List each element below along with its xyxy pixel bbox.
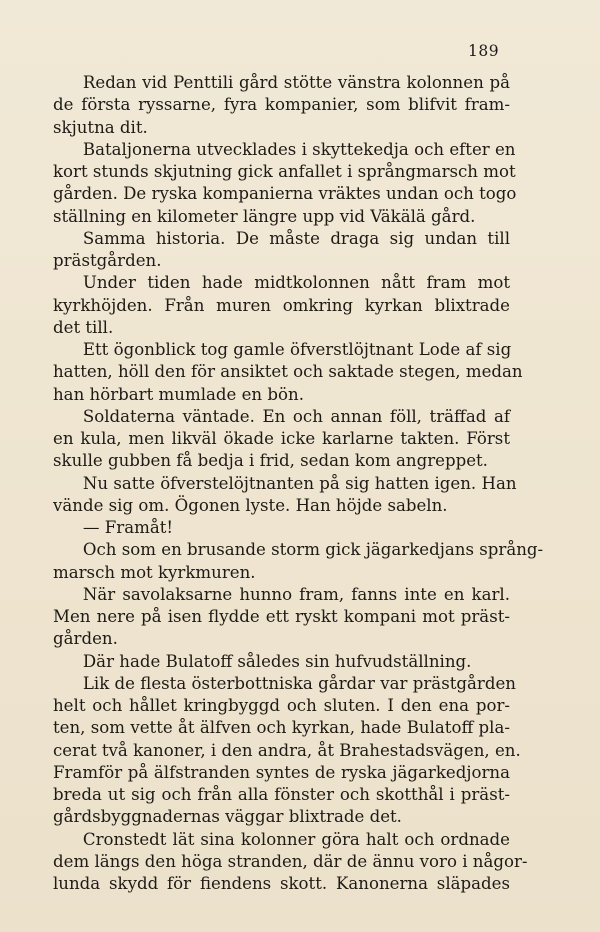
text-line: dem längs den höga stranden, där de ännu voro i någor-: [53, 851, 528, 871]
text-line: Bataljonerna utvecklades i skyttekedja och efter en: [82, 139, 516, 159]
text-line: marsch mot kyrkmuren.: [53, 562, 256, 582]
page-number: 189: [468, 42, 500, 60]
text-line: det till.: [53, 317, 114, 337]
text-line: Framför på älfstranden syntes de ryska jägarkedjorna: [53, 762, 510, 782]
text-line: skjutna dit.: [53, 117, 148, 137]
text-line: Samma historia. De måste draga sig undan till: [82, 228, 510, 248]
text-line: Redan vid Penttili gård stötte vänstra kolonnen på: [82, 73, 510, 92]
text-line: ten, som vette åt älfven och kyrkan, hade Bulatoff pla-: [53, 718, 510, 738]
text-line: Lik de flesta österbottniska gårdar var prästgården: [82, 673, 516, 693]
text-line: vände sig om. Ögonen lyste. Han höjde sabeln.: [53, 495, 448, 515]
text-line: kort stunds skjutning gick anfallet i språngmarsch mot: [53, 162, 516, 181]
text-line: skulle gubben få bedja i frid, sedan kom angreppet.: [53, 451, 488, 471]
text-line: gården.: [53, 629, 118, 649]
text-line: gården. De ryska kompanierna vräktes undan och togo: [53, 184, 517, 204]
text-line: Nu satte öfverstelöjtnanten på sig hatten igen. Han: [82, 473, 517, 493]
text-line: När savolaksarne hunno fram, fanns inte en karl.: [82, 584, 510, 604]
text-line: lunda skydd för fiendens skott. Kanonerna släpades: [53, 874, 510, 893]
text-line: Cronstedt lät sina kolonner göra halt och ordnade: [82, 829, 510, 849]
text-line: Ett ögonblick tog gamle öfverstlöjtnant Lode af sig: [82, 340, 512, 359]
text-line: gårdsbyggnadernas väggar blixtrade det.: [53, 807, 402, 827]
text-line: cerat två kanoner, i den andra, åt Brahestadsvägen, en.: [53, 740, 521, 760]
text-line: han hörbart mumlade en bön.: [53, 384, 304, 404]
text-line: en kula, men likväl ökade icke karlarne takten. Först: [53, 429, 510, 448]
text-line: ställning en kilometer längre upp vid Väkälä gård.: [53, 206, 476, 226]
text-line: de första ryssarne, fyra kompanier, som blifvit fram-: [53, 95, 510, 115]
text-line: — Framåt!: [82, 518, 174, 537]
text-line: Och som en brusande storm gick jägarkedjans språng-: [82, 540, 544, 560]
text-line: Men nere på isen flydde ett ryskt kompani mot präst-: [53, 607, 510, 626]
text-line: Soldaterna väntade. En och annan föll, träffad af: [82, 406, 510, 426]
text-line: Under tiden hade midtkolonnen nått fram mot: [82, 273, 510, 293]
text-line: hatten, höll den för ansiktet och saktade stegen, medan: [53, 362, 523, 382]
text-line: kyrkhöjden. Från muren omkring kyrkan blixtrade: [53, 295, 510, 315]
text-line: breda ut sig och från alla fönster och skotthål i präst-: [53, 785, 510, 804]
text-line: Där hade Bulatoff således sin hufvudställning.: [82, 651, 472, 671]
body-text: [53, 72, 544, 895]
text-line: prästgården.: [53, 251, 162, 270]
text-line: helt och hållet kringbyggd och sluten. I den ena por-: [53, 696, 510, 715]
